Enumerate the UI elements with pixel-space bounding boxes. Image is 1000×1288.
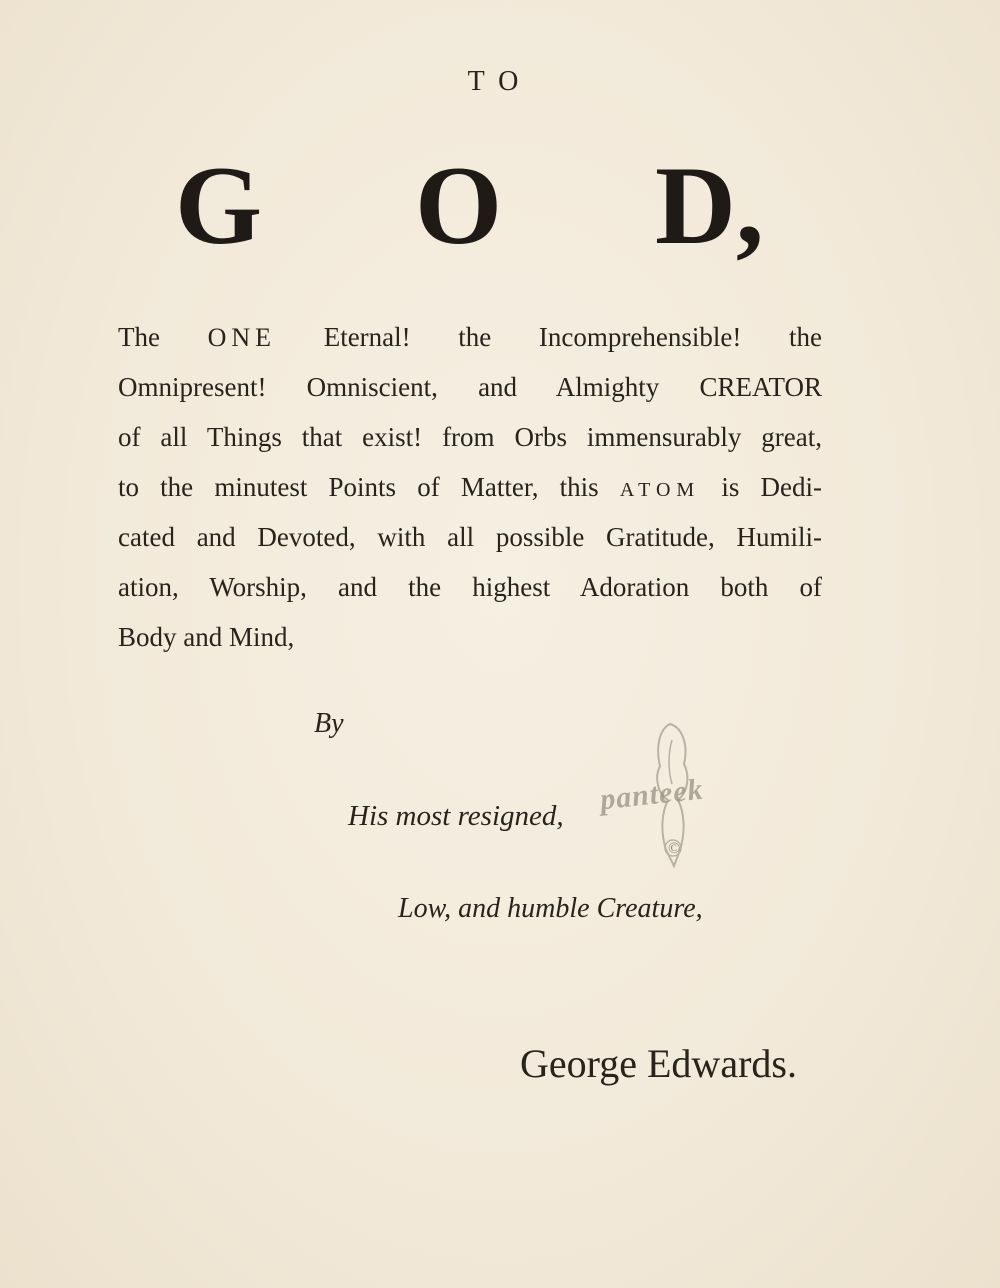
heading-to: TO [467, 66, 533, 97]
watermark-text: panteek [598, 772, 706, 817]
line-text: Body and Mind, [118, 622, 295, 652]
line-text: Omnipresent! Omniscient, and Almighty [118, 372, 700, 402]
heading-god-letter-g: G [175, 144, 263, 268]
dedication-line [118, 312, 822, 362]
copyright-icon: © [668, 840, 681, 857]
dedication-line [118, 562, 822, 612]
closing-resigned: His most resigned, [348, 800, 564, 832]
closing-humble: Low, and humble Creature, [398, 893, 703, 924]
dedication-line [118, 612, 822, 662]
closing-by: By [314, 708, 344, 739]
line-text: is Dedi- [700, 472, 822, 502]
dedication-line [118, 462, 822, 512]
line-emphasis: ONE [207, 323, 277, 352]
dedication-line [118, 512, 822, 562]
line-text: to the minutest Points of Matter, this [118, 472, 620, 502]
line-text: of all Things that exist! from Orbs immensurably great, [118, 422, 822, 452]
dedication-paragraph [118, 312, 822, 662]
dedication-line [118, 362, 822, 412]
line-emphasis: ATOM [619, 479, 701, 501]
line-text: Eternal! the Incomprehensible! the [276, 322, 822, 352]
line-text: ation, Worship, and the highest Adoration both of [118, 572, 822, 602]
closing-signature: George Edwards. [520, 1041, 797, 1086]
heading-god-letter-o: O [415, 144, 503, 268]
line-emphasis: CREATOR [699, 372, 822, 402]
line-text: cated and Devoted, with all possible Gratitude, Humili- [118, 522, 822, 552]
line-text: The [118, 322, 208, 352]
dedication-line [118, 412, 822, 462]
heading-god-letter-d: D, [655, 144, 764, 268]
